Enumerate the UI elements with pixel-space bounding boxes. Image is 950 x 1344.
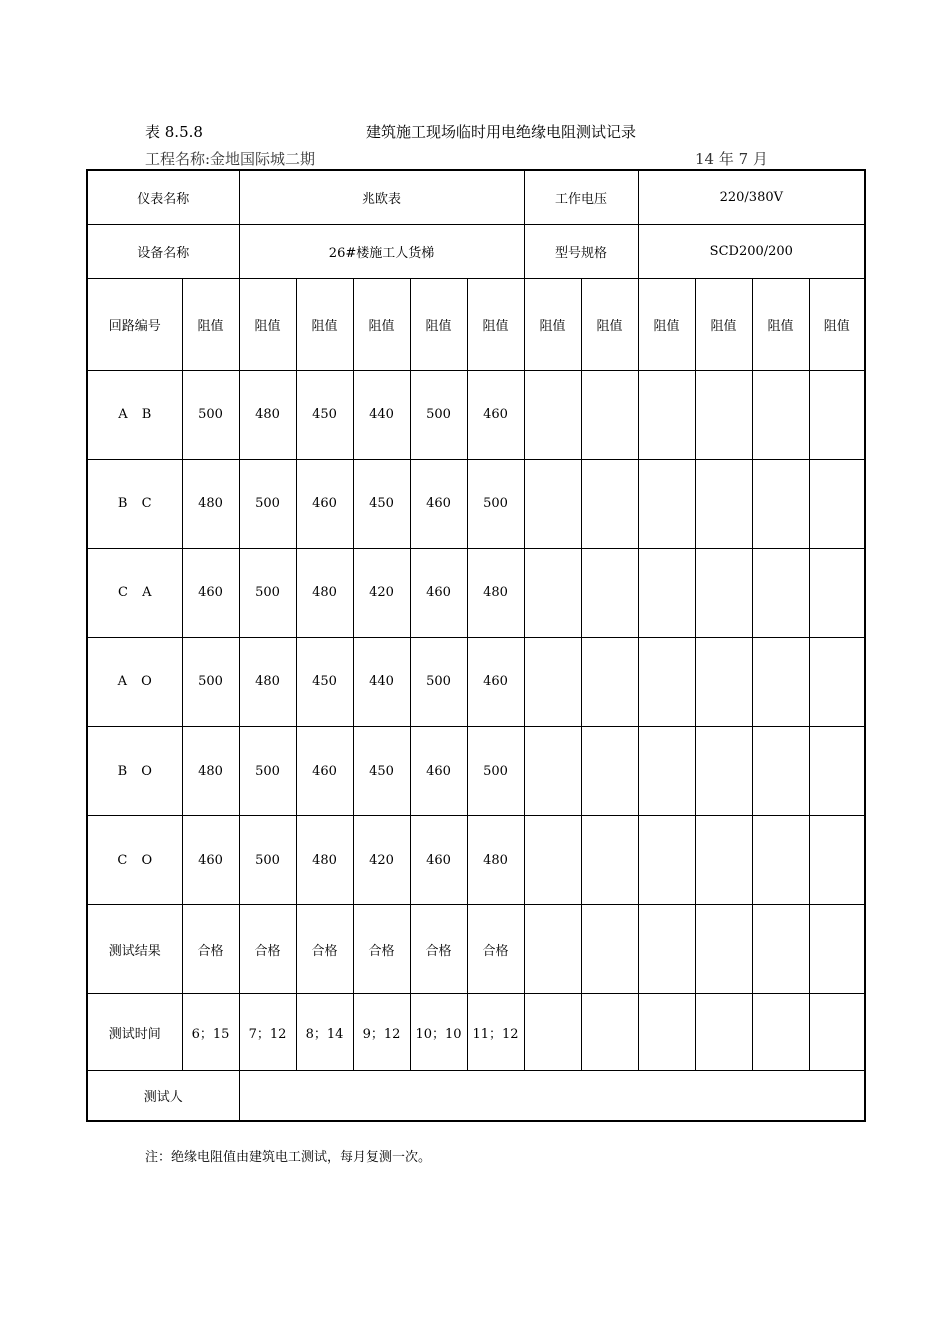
resistance-cell [695,727,752,816]
result-cell: 合格 [296,905,353,994]
resistance-cell: 480 [239,370,296,459]
column-header: 阻值 [638,278,695,370]
column-header: 阻值 [239,278,296,370]
resistance-cell: 480 [239,637,296,726]
circuit-row [87,548,865,637]
resistance-cell [809,637,865,726]
column-header: 阻值 [524,278,581,370]
time-cell [638,994,695,1071]
circuit-name: A O [87,637,182,726]
resistance-cell [524,727,581,816]
resistance-cell [809,370,865,459]
time-cell [809,994,865,1071]
resistance-cell [581,459,638,548]
device-row [87,224,865,278]
resistance-cell [695,816,752,905]
resistance-cell [752,816,809,905]
resistance-cell: 500 [239,459,296,548]
voltage-label: 工作电压 [524,170,638,224]
resistance-cell: 460 [296,459,353,548]
result-label: 测试结果 [87,905,182,994]
resistance-cell [752,370,809,459]
resistance-cell: 480 [182,459,239,548]
column-header: 阻值 [410,278,467,370]
resistance-cell [752,727,809,816]
resistance-cell: 500 [410,637,467,726]
resistance-cell [638,459,695,548]
column-header-row [87,278,865,370]
resistance-cell [809,727,865,816]
resistance-cell [524,637,581,726]
resistance-cell: 500 [239,548,296,637]
time-cell [752,994,809,1071]
circuit-name: C O [87,816,182,905]
result-row [87,905,865,994]
device-value: 26#楼施工人货梯 [239,224,524,278]
column-header: 阻值 [695,278,752,370]
resistance-cell [581,370,638,459]
result-cell: 合格 [410,905,467,994]
model-label: 型号规格 [524,224,638,278]
tester-row [87,1071,865,1121]
resistance-cell [695,637,752,726]
circuit-label: 回路编号 [87,278,182,370]
resistance-cell [638,370,695,459]
result-cell: 合格 [353,905,410,994]
circuit-row [87,637,865,726]
time-cell: 6；15 [182,994,239,1071]
instrument-label: 仪表名称 [87,170,239,224]
resistance-cell: 460 [467,637,524,726]
resistance-cell [752,459,809,548]
time-cell: 7；12 [239,994,296,1071]
time-cell: 11；12 [467,994,524,1071]
resistance-cell: 480 [467,548,524,637]
column-header: 阻值 [581,278,638,370]
resistance-cell: 460 [410,548,467,637]
circuit-row [87,370,865,459]
column-header: 阻值 [353,278,410,370]
result-cell [752,905,809,994]
resistance-cell [638,637,695,726]
column-header: 阻值 [296,278,353,370]
column-header: 阻值 [752,278,809,370]
resistance-cell: 420 [353,816,410,905]
result-cell [581,905,638,994]
resistance-cell: 440 [353,370,410,459]
resistance-cell: 440 [353,637,410,726]
record-date: 14 年 7 月 [695,150,768,168]
resistance-cell [809,459,865,548]
resistance-cell [524,816,581,905]
resistance-cell: 500 [182,637,239,726]
resistance-cell [752,548,809,637]
result-cell [638,905,695,994]
circuit-row [87,459,865,548]
result-cell [524,905,581,994]
time-cell [581,994,638,1071]
resistance-cell [581,727,638,816]
circuit-name: C A [87,548,182,637]
resistance-cell: 450 [353,459,410,548]
resistance-cell: 480 [296,548,353,637]
result-cell [809,905,865,994]
result-cell: 合格 [182,905,239,994]
resistance-cell: 460 [410,816,467,905]
document-title: 建筑施工现场临时用电绝缘电阻测试记录 [366,123,637,141]
instrument-row [87,170,865,224]
resistance-cell: 450 [296,370,353,459]
resistance-cell: 460 [296,727,353,816]
resistance-cell [809,548,865,637]
resistance-cell: 450 [296,637,353,726]
resistance-cell [695,548,752,637]
circuit-name: A B [87,370,182,459]
resistance-cell [752,637,809,726]
resistance-cell: 460 [182,548,239,637]
model-value: SCD200/200 [638,224,865,278]
circuit-row [87,727,865,816]
footnote: 注：绝缘电阻值由建筑电工测试，每月复测一次。 [145,1150,432,1165]
result-cell: 合格 [467,905,524,994]
resistance-cell: 480 [182,727,239,816]
time-cell: 10；10 [410,994,467,1071]
time-cell: 8；14 [296,994,353,1071]
resistance-cell [638,816,695,905]
resistance-cell [581,548,638,637]
instrument-value: 兆欧表 [239,170,524,224]
resistance-cell [581,816,638,905]
voltage-value: 220/380V [638,170,865,224]
resistance-cell: 500 [239,816,296,905]
circuit-name: B O [87,727,182,816]
resistance-cell: 460 [467,370,524,459]
resistance-cell: 420 [353,548,410,637]
time-label: 测试时间 [87,994,182,1071]
tester-label: 测试人 [87,1071,239,1121]
resistance-cell [524,370,581,459]
column-header: 阻值 [467,278,524,370]
insulation-test-table [86,169,866,1122]
resistance-cell: 500 [410,370,467,459]
time-cell [524,994,581,1071]
resistance-cell: 480 [296,816,353,905]
time-cell [695,994,752,1071]
resistance-cell [638,548,695,637]
resistance-cell: 460 [410,727,467,816]
time-cell: 9；12 [353,994,410,1071]
resistance-cell [695,370,752,459]
resistance-cell [581,637,638,726]
resistance-cell: 500 [239,727,296,816]
resistance-cell: 450 [353,727,410,816]
column-header: 阻值 [809,278,865,370]
device-label: 设备名称 [87,224,239,278]
circuit-row [87,816,865,905]
resistance-cell [809,816,865,905]
column-header: 阻值 [182,278,239,370]
resistance-cell [638,727,695,816]
time-row [87,994,865,1071]
tester-value [239,1071,865,1121]
result-cell [695,905,752,994]
table-number: 表 8.5.8 [145,123,203,141]
resistance-cell [695,459,752,548]
circuit-name: B C [87,459,182,548]
resistance-cell: 460 [410,459,467,548]
resistance-cell: 500 [467,727,524,816]
resistance-cell [524,548,581,637]
resistance-cell: 500 [182,370,239,459]
resistance-cell: 500 [467,459,524,548]
resistance-cell [524,459,581,548]
resistance-cell: 480 [467,816,524,905]
result-cell: 合格 [239,905,296,994]
resistance-cell: 460 [182,816,239,905]
project-name: 工程名称:金地国际城二期 [145,150,316,168]
